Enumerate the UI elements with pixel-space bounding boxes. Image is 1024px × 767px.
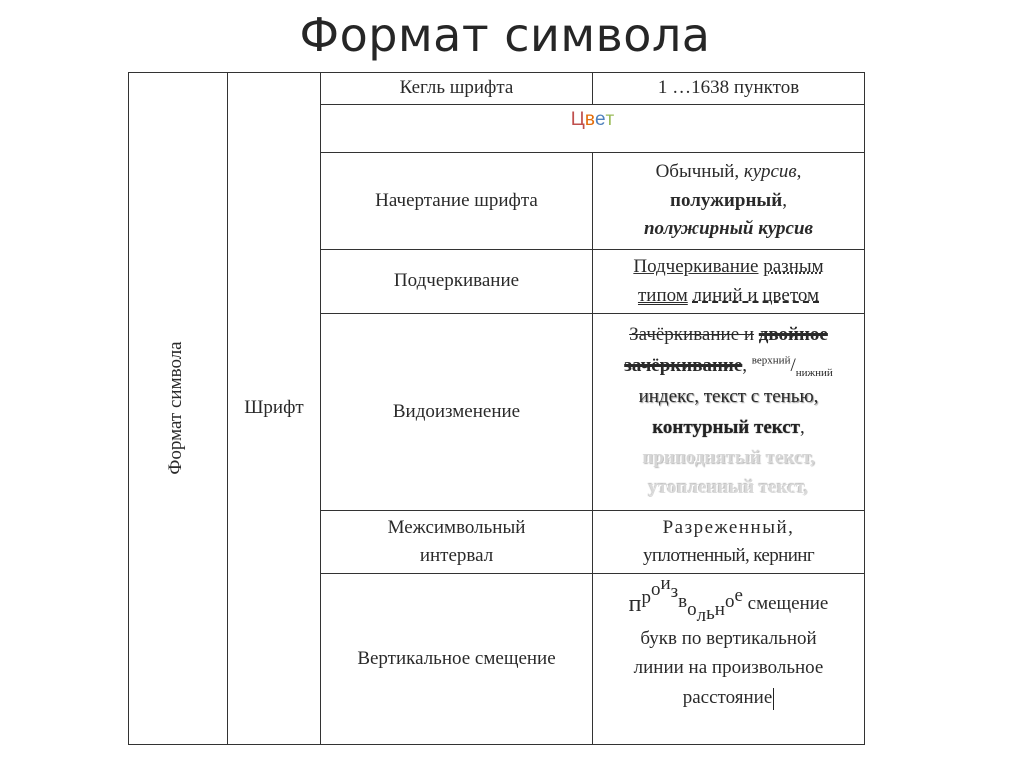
row-spacing-value [593,511,864,573]
color-letter: е [594,108,606,130]
col1-label: Формат символа [165,341,186,475]
effects-name: Видоизменение [392,400,521,422]
offset-letter: н [714,599,725,620]
effects-line-6 [649,473,809,503]
offset-letter: и [660,573,671,594]
row-size-value [593,73,864,104]
color-letter: Ц [570,108,585,130]
offset-name: Вертикальное смещение [357,647,556,669]
offset-letter: з [670,581,679,602]
offset-line-3: линии на произвольное [633,657,824,679]
offset-letter: р [641,587,651,608]
spacing-name-line-2: интервал [419,545,494,566]
style-regular: Обычный, [655,161,740,183]
underline-sample-a: Подчеркивание [633,256,759,277]
underline-line-1 [633,253,823,282]
effects-double-strike-a: двойное [758,324,828,346]
offset-letter: п [628,591,642,617]
offset-letter: л [696,605,707,626]
size-value: 1 …1638 пунктов [657,77,800,99]
size-name: Кегль шрифта [399,77,514,99]
row-underline-value [593,250,864,313]
text-cursor [773,688,774,710]
row-size-name [321,73,592,104]
effects-engrave: утопленный текст, [648,477,809,499]
color-letter: т [605,108,615,130]
table-border-right [864,72,865,745]
style-name: Начертание шрифта [375,189,538,211]
offset-line-2: букв по вертикальной [640,628,817,649]
underline-sample-d: линий и цветом [692,284,820,306]
effects-superscript: верхний [751,354,791,367]
spacing-name-line-1: Межсимвольный [387,516,526,538]
row-effects-name [321,314,592,510]
row-style-name [321,153,592,249]
table-border-bottom [128,744,865,745]
font-label: Шрифт [244,396,304,418]
effects-outline: контурный текст [652,416,801,438]
effects-subscript: нижний [795,366,833,379]
style-comma: , [796,161,802,183]
underline-sample-c: типом [637,284,688,306]
effects-line-4 [652,413,805,443]
offset-line-1 [628,573,829,626]
style-line-1 [656,158,802,187]
underline-line-2 [638,282,819,311]
row-offset-name [321,574,592,744]
offset-line-4 [683,683,775,712]
row-color [321,105,864,135]
effects-strike: Зачёркивание и [629,324,755,346]
effects-comma: , [800,416,805,438]
effects-line-2 [624,351,833,382]
style-bolditalic: полужирный курсив [643,218,814,240]
offset-letter: о [687,599,697,620]
row-style-value [593,153,864,249]
underline-sample-b: разным [763,256,824,277]
row-effects-value [593,314,864,510]
table-border-left [128,72,129,745]
style-bold: полужирный [670,189,783,211]
effects-shadow: индекс, текст с тенью, [638,386,819,408]
effects-double-strike-b: зачёркивание [624,354,743,376]
style-italic: курсив [743,161,797,183]
style-line-2 [670,187,787,216]
offset-letter: в [678,591,688,612]
slide-title: Формат символа [299,8,711,62]
style-line-3 [644,215,813,244]
effects-emboss: приподнятый текст, [642,446,815,468]
effects-comma: , [742,354,748,376]
row-spacing-name [321,511,592,573]
color-letter: в [584,108,595,130]
offset-rest: смещение [747,593,829,614]
offset-line-4-text: расстояние [682,686,773,708]
offset-wave-word [628,573,743,626]
spacing-value-line-1: Разреженный, [662,516,795,538]
style-comma: , [782,189,787,211]
underline-name: Подчеркивание [393,270,520,292]
color-label [571,106,614,135]
row-offset-value [593,574,864,744]
row-underline-name [321,250,592,313]
offset-letter: о [724,591,735,612]
col2-label [228,72,320,744]
offset-letter: о [650,579,661,600]
offset-letter: ь [706,603,715,624]
spacing-value-line-2: уплотненный, кернинг [642,545,815,566]
effects-line-5 [642,443,814,473]
effects-slash: / [790,354,796,376]
effects-line-1 [629,320,828,350]
offset-letter: е [734,585,743,606]
effects-line-3 [639,382,819,412]
